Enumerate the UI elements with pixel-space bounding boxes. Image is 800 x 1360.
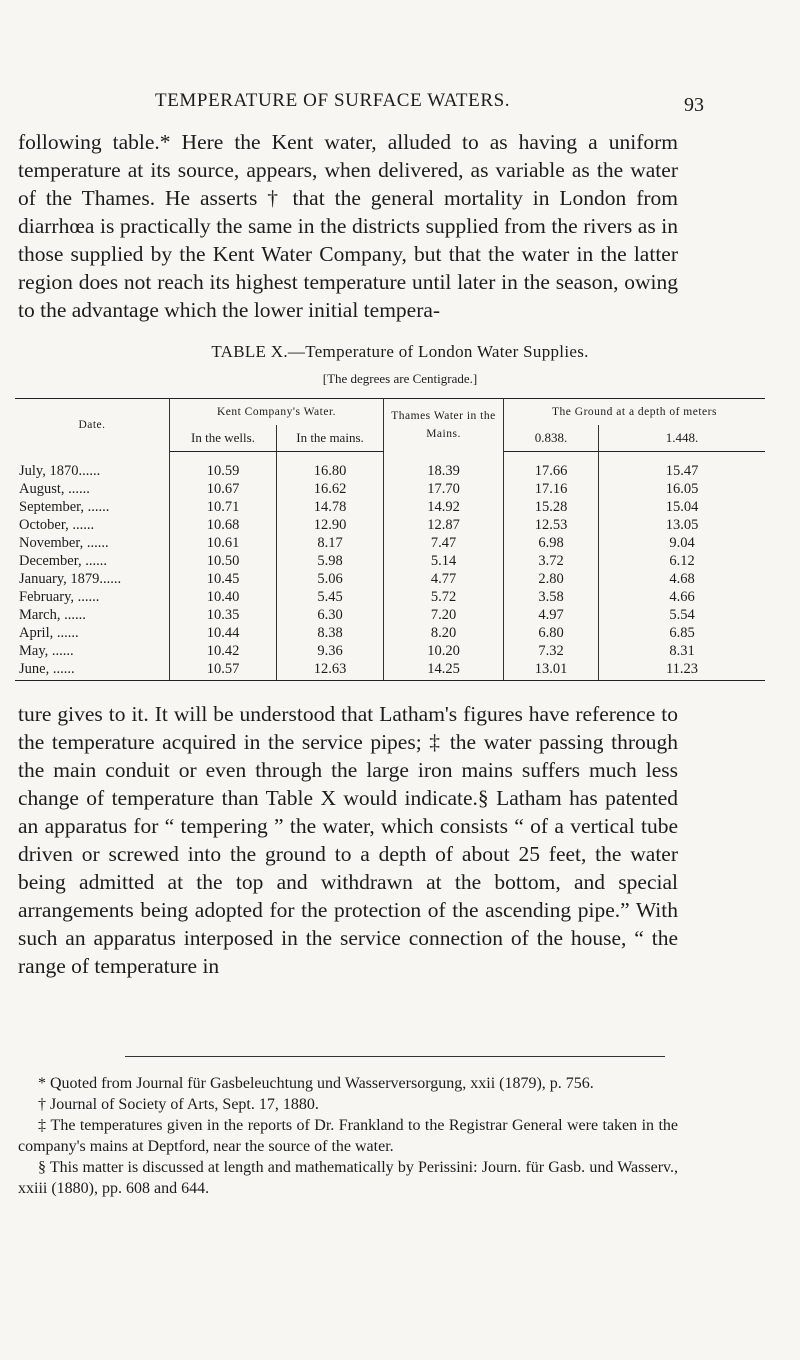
cell-month: February, ...... (15, 588, 170, 606)
cell-ground-2: 15.47 (665, 463, 699, 479)
cell-kent-mains: 8.38 (277, 624, 384, 642)
cell-kent-mains: 16.80 (277, 452, 384, 481)
table-row (15, 588, 765, 606)
cell-kent-wells: 10.42 (170, 642, 277, 660)
cell-month: September, ...... (15, 498, 170, 516)
cell-ground-1: 15.28 (504, 498, 599, 516)
cell-month: December, ...... (15, 552, 170, 570)
header-kent-mains: In the mains. (277, 425, 384, 452)
cell-ground-2: 15.04 (665, 499, 699, 515)
cell-month: July, 1870...... (15, 452, 170, 481)
cell-ground-1: 4.97 (504, 606, 599, 624)
cell-kent-wells: 10.45 (170, 570, 277, 588)
cell-kent-wells: 10.61 (170, 534, 277, 552)
cell-month: August, ...... (15, 480, 170, 498)
cell-kent-wells: 10.67 (170, 480, 277, 498)
cell-thames: 7.47 (384, 534, 504, 552)
cell-kent-mains: 6.30 (277, 606, 384, 624)
footnote: * Quoted from Journal für Gasbeleuchtung und Wasserversorgung, xxii (1879), p. 756. (38, 1075, 594, 1092)
cell-month: June, ...... (15, 660, 170, 681)
cell-thames: 14.92 (384, 498, 504, 516)
header-thames: Thames Water in the Mains. (384, 399, 504, 452)
cell-ground-1: 6.98 (504, 534, 599, 552)
header-kent-wells: In the wells. (170, 425, 277, 452)
cell-ground-1: 3.72 (504, 552, 599, 570)
cell-ground-2: 6.12 (669, 553, 695, 569)
header-ground: The Ground at a depth of meters (504, 399, 766, 426)
cell-thames: 17.70 (384, 480, 504, 498)
cell-ground-2: 8.31 (669, 643, 695, 659)
cell-thames: 4.77 (384, 570, 504, 588)
cell-ground-1: 7.32 (504, 642, 599, 660)
cell-thames: 12.87 (384, 516, 504, 534)
cell-kent-mains: 8.17 (277, 534, 384, 552)
cell-ground-1: 12.53 (504, 516, 599, 534)
page-number: 93 (684, 94, 704, 116)
cell-ground-2: 9.04 (669, 535, 695, 551)
footnote: † Journal of Society of Arts, Sept. 17, 1880. (38, 1096, 319, 1113)
cell-kent-wells: 10.59 (170, 452, 277, 481)
cell-ground-1: 3.58 (504, 588, 599, 606)
cell-kent-wells: 10.71 (170, 498, 277, 516)
cell-kent-wells: 10.35 (170, 606, 277, 624)
cell-thames: 7.20 (384, 606, 504, 624)
cell-ground-2: 11.23 (599, 660, 766, 681)
cell-kent-wells: 10.68 (170, 516, 277, 534)
cell-ground-2: 5.54 (669, 607, 695, 623)
cell-kent-mains: 9.36 (277, 642, 384, 660)
table-title: TABLE X.—Temperature of London Water Supplies. (211, 342, 589, 361)
cell-kent-mains: 5.98 (277, 552, 384, 570)
cell-ground-1: 17.16 (504, 480, 599, 498)
header-ground-2: 1.448. (599, 425, 766, 452)
cell-month: January, 1879...... (15, 570, 170, 588)
cell-ground-1: 13.01 (504, 660, 599, 681)
table-row (15, 498, 765, 516)
body-paragraph-bottom: ture gives to it. It will be understood that Latham's figures have reference to the temperature acquired in the service pipes; ‡ the water passing through the main conduit or even through the large iron mains suffers much less change of temperature than Table X would indicate.§ Latham has patented an apparatus for “ tempering ” the water, which consists “ of a vertical tube driven or screwed into the ground to a depth of about 25 feet, the water being admitted at the top and withdrawn at the bottom, and special arrangements being adopted for the protection of the ascending pipe.” With such an apparatus interposed in the service connection of the house, “ the range of temperature in (18, 702, 678, 978)
table-row (15, 570, 765, 588)
table-row (15, 624, 765, 642)
footnotes (18, 1073, 678, 1199)
cell-month: May, ...... (15, 642, 170, 660)
cell-kent-mains: 5.45 (277, 588, 384, 606)
cell-ground-1: 17.66 (504, 452, 599, 481)
cell-thames: 10.20 (384, 642, 504, 660)
header-kent: Kent Company's Water. (170, 399, 384, 426)
cell-thames: 5.14 (384, 552, 504, 570)
table-row (15, 660, 765, 681)
table-row (15, 534, 765, 552)
cell-thames: 5.72 (384, 588, 504, 606)
cell-kent-mains: 12.90 (277, 516, 384, 534)
table-row (15, 552, 765, 570)
footnote: § This matter is discussed at length and mathematically by Perissini: Journ. für Gasb. und Wasserv., xxiii (1880), pp. 608 and 644. (18, 1159, 678, 1197)
cell-kent-wells: 10.50 (170, 552, 277, 570)
table-row (15, 606, 765, 624)
table-body (15, 452, 765, 681)
cell-kent-wells: 10.44 (170, 624, 277, 642)
footnote-rule (125, 1056, 665, 1057)
table-row (15, 642, 765, 660)
cell-ground-1: 2.80 (504, 570, 599, 588)
body-paragraph-top: following table.* Here the Kent water, alluded to as having a uniform temperature at its source, appears, when delivered, as variable as the water of the Thames. He asserts † that the general mortality in London from diarrhœa is practically the same in the districts supplied from the rivers as in those supplied by the Kent Water Company, but that the water in the latter region does not reach its highest temperature until later in the season, owing to the advantage which the lower initial tempera- (18, 130, 678, 322)
cell-month: April, ...... (15, 624, 170, 642)
cell-ground-2: 4.66 (669, 589, 695, 605)
table-row (15, 452, 765, 481)
header-ground-1: 0.838. (504, 425, 599, 452)
cell-month: March, ...... (15, 606, 170, 624)
cell-kent-mains: 12.63 (277, 660, 384, 681)
cell-ground-2: 16.05 (665, 481, 699, 497)
cell-ground-2: 13.05 (665, 517, 699, 533)
table-row (15, 480, 765, 498)
cell-kent-mains: 16.62 (277, 480, 384, 498)
cell-thames: 8.20 (384, 624, 504, 642)
table-row (15, 516, 765, 534)
footnote: ‡ The temperatures given in the reports of Dr. Frankland to the Registrar General were taken in the company's mains at Deptford, near the source of the water. (18, 1117, 678, 1155)
temperature-table (15, 398, 765, 681)
table-note: [The degrees are Centigrade.] (322, 371, 478, 386)
cell-kent-mains: 14.78 (277, 498, 384, 516)
cell-kent-wells: 10.40 (170, 588, 277, 606)
cell-month: November, ...... (15, 534, 170, 552)
running-head (0, 62, 800, 116)
cell-thames: 14.25 (384, 660, 504, 681)
cell-thames: 18.39 (384, 452, 504, 481)
cell-month: October, ...... (15, 516, 170, 534)
cell-kent-wells: 10.57 (170, 660, 277, 681)
cell-kent-mains: 5.06 (277, 570, 384, 588)
cell-ground-2: 6.85 (669, 625, 695, 641)
header-date: Date. (15, 399, 170, 452)
cell-ground-1: 6.80 (504, 624, 599, 642)
cell-ground-2: 4.68 (669, 571, 695, 587)
running-title: TEMPERATURE OF SURFACE WATERS. (155, 90, 511, 111)
